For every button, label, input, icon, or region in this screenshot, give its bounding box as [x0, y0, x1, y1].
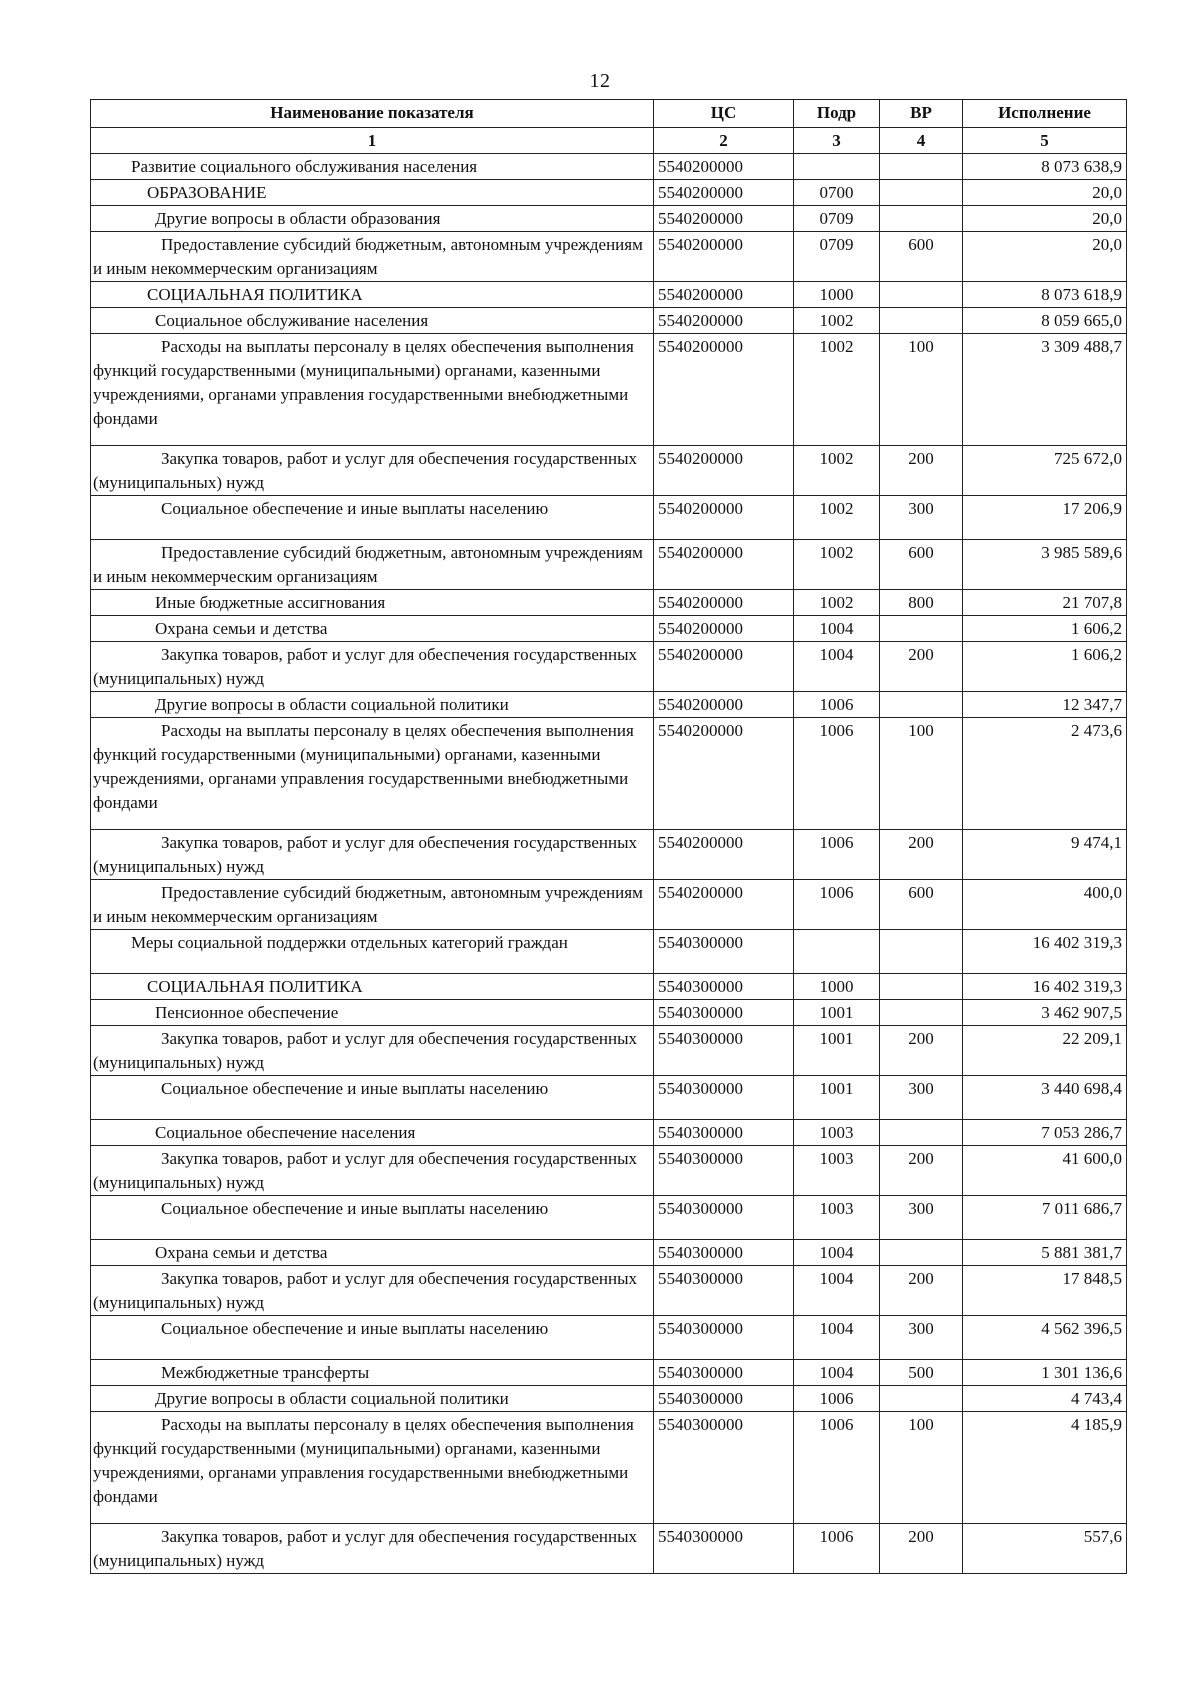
row-cs: 5540200000 [654, 308, 794, 334]
row-podr: 1002 [794, 590, 880, 616]
row-amount: 17 206,9 [963, 496, 1127, 540]
row-amount: 16 402 319,3 [963, 930, 1127, 974]
row-amount: 4 743,4 [963, 1386, 1127, 1412]
row-amount: 17 848,5 [963, 1266, 1127, 1316]
row-amount: 20,0 [963, 180, 1127, 206]
header-vr: ВР [880, 100, 963, 128]
row-amount: 20,0 [963, 206, 1127, 232]
row-name: Закупка товаров, работ и услуг для обеспечения государственных (муниципальных) нужд [91, 446, 654, 496]
row-cs: 5540200000 [654, 616, 794, 642]
table-row [91, 1386, 1127, 1412]
row-name: Расходы на выплаты персоналу в целях обеспечения выполнения функций государственными (муниципальными) органами, казенными учреждениями, органами управления государственными внебюджетными фондами [91, 1412, 654, 1524]
column-number: 4 [880, 128, 963, 154]
column-number: 2 [654, 128, 794, 154]
row-cs: 5540300000 [654, 1240, 794, 1266]
table-row [91, 446, 1127, 496]
row-vr: 200 [880, 642, 963, 692]
table-row [91, 1524, 1127, 1574]
row-podr: 1003 [794, 1196, 880, 1240]
row-amount: 1 606,2 [963, 616, 1127, 642]
row-amount: 8 059 665,0 [963, 308, 1127, 334]
budget-execution-table [90, 99, 1127, 1574]
row-cs: 5540300000 [654, 974, 794, 1000]
row-podr: 1001 [794, 1026, 880, 1076]
row-vr [880, 206, 963, 232]
row-vr [880, 308, 963, 334]
table-row [91, 1120, 1127, 1146]
page-number: 12 [589, 70, 611, 92]
row-cs: 5540200000 [654, 642, 794, 692]
table-row [91, 1196, 1127, 1240]
row-cs: 5540300000 [654, 1524, 794, 1574]
table-row [91, 540, 1127, 590]
row-name: Предоставление субсидий бюджетным, автономным учреждениям и иным некоммерческим организациям [91, 232, 654, 282]
row-podr: 0709 [794, 206, 880, 232]
row-cs: 5540300000 [654, 1360, 794, 1386]
table-row [91, 180, 1127, 206]
row-vr [880, 154, 963, 180]
table-row [91, 1076, 1127, 1120]
row-amount: 20,0 [963, 232, 1127, 282]
header-podr: Подр [794, 100, 880, 128]
row-podr: 1004 [794, 1240, 880, 1266]
row-vr [880, 1120, 963, 1146]
row-name: Закупка товаров, работ и услуг для обеспечения государственных (муниципальных) нужд [91, 642, 654, 692]
row-podr: 1000 [794, 974, 880, 1000]
row-name: Охрана семьи и детства [91, 616, 654, 642]
row-cs: 5540300000 [654, 1120, 794, 1146]
row-cs: 5540300000 [654, 1000, 794, 1026]
row-name: Закупка товаров, работ и услуг для обеспечения государственных (муниципальных) нужд [91, 1266, 654, 1316]
table-row [91, 616, 1127, 642]
row-cs: 5540300000 [654, 1146, 794, 1196]
row-amount: 2 473,6 [963, 718, 1127, 830]
row-amount: 16 402 319,3 [963, 974, 1127, 1000]
header-name: Наименование показателя [91, 100, 654, 128]
row-vr: 300 [880, 496, 963, 540]
row-podr: 1006 [794, 692, 880, 718]
row-name: Межбюджетные трансферты [91, 1360, 654, 1386]
row-podr: 1002 [794, 496, 880, 540]
row-cs: 5540200000 [654, 590, 794, 616]
table-row [91, 692, 1127, 718]
row-cs: 5540300000 [654, 1196, 794, 1240]
row-vr: 200 [880, 1524, 963, 1574]
row-name: Другие вопросы в области социальной политики [91, 1386, 654, 1412]
row-vr [880, 1240, 963, 1266]
table-row [91, 334, 1127, 446]
row-name: Пенсионное обеспечение [91, 1000, 654, 1026]
row-cs: 5540300000 [654, 1266, 794, 1316]
row-vr: 600 [880, 232, 963, 282]
column-number: 3 [794, 128, 880, 154]
row-vr: 600 [880, 540, 963, 590]
row-vr: 300 [880, 1316, 963, 1360]
row-cs: 5540200000 [654, 880, 794, 930]
row-amount: 557,6 [963, 1524, 1127, 1574]
row-name: ОБРАЗОВАНИЕ [91, 180, 654, 206]
table-row [91, 282, 1127, 308]
row-podr: 1004 [794, 1266, 880, 1316]
row-podr: 1006 [794, 880, 880, 930]
row-name: Предоставление субсидий бюджетным, автономным учреждениям и иным некоммерческим организациям [91, 540, 654, 590]
row-vr [880, 282, 963, 308]
row-cs: 5540200000 [654, 180, 794, 206]
row-podr: 1002 [794, 446, 880, 496]
column-number: 1 [91, 128, 654, 154]
row-name: Социальное обеспечение населения [91, 1120, 654, 1146]
row-vr: 100 [880, 718, 963, 830]
row-cs: 5540200000 [654, 154, 794, 180]
row-cs: 5540200000 [654, 718, 794, 830]
row-amount: 3 309 488,7 [963, 334, 1127, 446]
row-podr: 1006 [794, 1386, 880, 1412]
row-vr: 300 [880, 1196, 963, 1240]
row-vr: 200 [880, 1026, 963, 1076]
row-cs: 5540300000 [654, 1412, 794, 1524]
row-cs: 5540200000 [654, 206, 794, 232]
row-amount: 4 562 396,5 [963, 1316, 1127, 1360]
row-vr [880, 180, 963, 206]
row-podr: 1006 [794, 718, 880, 830]
row-cs: 5540300000 [654, 930, 794, 974]
table-row [91, 154, 1127, 180]
row-name: Другие вопросы в области социальной политики [91, 692, 654, 718]
row-vr: 500 [880, 1360, 963, 1386]
table-row [91, 1240, 1127, 1266]
table-row [91, 642, 1127, 692]
table-row [91, 880, 1127, 930]
row-name: Предоставление субсидий бюджетным, автономным учреждениям и иным некоммерческим организациям [91, 880, 654, 930]
row-podr: 0709 [794, 232, 880, 282]
row-podr: 1006 [794, 830, 880, 880]
row-cs: 5540200000 [654, 446, 794, 496]
column-number: 5 [963, 128, 1127, 154]
header-row [91, 100, 1127, 128]
row-vr: 200 [880, 446, 963, 496]
table-row [91, 1316, 1127, 1360]
row-amount: 400,0 [963, 880, 1127, 930]
row-podr: 1006 [794, 1412, 880, 1524]
row-podr: 1003 [794, 1146, 880, 1196]
row-amount: 8 073 638,9 [963, 154, 1127, 180]
table-row [91, 1000, 1127, 1026]
row-cs: 5540300000 [654, 1316, 794, 1360]
row-amount: 3 985 589,6 [963, 540, 1127, 590]
row-vr: 600 [880, 880, 963, 930]
row-vr [880, 692, 963, 718]
row-vr: 100 [880, 1412, 963, 1524]
row-name: Расходы на выплаты персоналу в целях обеспечения выполнения функций государственными (муниципальными) органами, казенными учреждениями, органами управления государственными внебюджетными фондами [91, 718, 654, 830]
row-podr: 1002 [794, 308, 880, 334]
row-podr: 1001 [794, 1076, 880, 1120]
row-podr: 0700 [794, 180, 880, 206]
row-podr: 1002 [794, 540, 880, 590]
row-name: Социальное обеспечение и иные выплаты населению [91, 496, 654, 540]
row-vr: 200 [880, 1266, 963, 1316]
row-amount: 21 707,8 [963, 590, 1127, 616]
row-name: Охрана семьи и детства [91, 1240, 654, 1266]
header-amount: Исполнение [963, 100, 1127, 128]
row-amount: 41 600,0 [963, 1146, 1127, 1196]
row-amount: 7 053 286,7 [963, 1120, 1127, 1146]
table-row [91, 496, 1127, 540]
row-name: Закупка товаров, работ и услуг для обеспечения государственных (муниципальных) нужд [91, 830, 654, 880]
row-vr: 800 [880, 590, 963, 616]
table-row [91, 1412, 1127, 1524]
table-row [91, 1026, 1127, 1076]
table-row [91, 232, 1127, 282]
row-name: СОЦИАЛЬНАЯ ПОЛИТИКА [91, 974, 654, 1000]
row-cs: 5540200000 [654, 496, 794, 540]
row-podr: 1000 [794, 282, 880, 308]
row-cs: 5540200000 [654, 830, 794, 880]
row-name: Развитие социального обслуживания населения [91, 154, 654, 180]
row-podr [794, 930, 880, 974]
column-number-row [91, 128, 1127, 154]
table-row [91, 974, 1127, 1000]
table-row [91, 1146, 1127, 1196]
row-name: Социальное обеспечение и иные выплаты населению [91, 1316, 654, 1360]
row-podr: 1004 [794, 1316, 880, 1360]
row-vr: 100 [880, 334, 963, 446]
row-name: Закупка товаров, работ и услуг для обеспечения государственных (муниципальных) нужд [91, 1524, 654, 1574]
table-row [91, 830, 1127, 880]
row-podr: 1001 [794, 1000, 880, 1026]
row-cs: 5540300000 [654, 1076, 794, 1120]
row-name: Иные бюджетные ассигнования [91, 590, 654, 616]
row-amount: 4 185,9 [963, 1412, 1127, 1524]
row-amount: 12 347,7 [963, 692, 1127, 718]
row-cs: 5540300000 [654, 1026, 794, 1076]
row-name: Социальное обеспечение и иные выплаты населению [91, 1076, 654, 1120]
table-row [91, 718, 1127, 830]
row-cs: 5540200000 [654, 692, 794, 718]
row-podr: 1004 [794, 1360, 880, 1386]
row-amount: 5 881 381,7 [963, 1240, 1127, 1266]
table-row [91, 308, 1127, 334]
header-cs: ЦС [654, 100, 794, 128]
row-amount: 725 672,0 [963, 446, 1127, 496]
row-cs: 5540200000 [654, 334, 794, 446]
table-row [91, 1360, 1127, 1386]
row-name: Другие вопросы в области образования [91, 206, 654, 232]
row-podr: 1004 [794, 616, 880, 642]
row-podr: 1003 [794, 1120, 880, 1146]
row-vr: 300 [880, 1076, 963, 1120]
row-amount: 8 073 618,9 [963, 282, 1127, 308]
table-row [91, 1266, 1127, 1316]
row-amount: 22 209,1 [963, 1026, 1127, 1076]
row-amount: 3 440 698,4 [963, 1076, 1127, 1120]
row-amount: 1 301 136,6 [963, 1360, 1127, 1386]
row-name: Закупка товаров, работ и услуг для обеспечения государственных (муниципальных) нужд [91, 1026, 654, 1076]
row-podr [794, 154, 880, 180]
row-name: Расходы на выплаты персоналу в целях обеспечения выполнения функций государственными (муниципальными) органами, казенными учреждениями, органами управления государственными внебюджетными фондами [91, 334, 654, 446]
row-amount: 1 606,2 [963, 642, 1127, 692]
row-cs: 5540200000 [654, 232, 794, 282]
row-name: Социальное обеспечение и иные выплаты населению [91, 1196, 654, 1240]
row-vr: 200 [880, 830, 963, 880]
row-vr [880, 616, 963, 642]
row-vr: 200 [880, 1146, 963, 1196]
table-row [91, 590, 1127, 616]
table-row [91, 206, 1127, 232]
row-amount: 3 462 907,5 [963, 1000, 1127, 1026]
row-amount: 9 474,1 [963, 830, 1127, 880]
row-name: Закупка товаров, работ и услуг для обеспечения государственных (муниципальных) нужд [91, 1146, 654, 1196]
row-podr: 1006 [794, 1524, 880, 1574]
row-cs: 5540200000 [654, 540, 794, 590]
row-name: Меры социальной поддержки отдельных категорий граждан [91, 930, 654, 974]
row-vr [880, 974, 963, 1000]
row-cs: 5540200000 [654, 282, 794, 308]
row-vr [880, 1000, 963, 1026]
row-vr [880, 1386, 963, 1412]
row-name: СОЦИАЛЬНАЯ ПОЛИТИКА [91, 282, 654, 308]
row-name: Социальное обслуживание населения [91, 308, 654, 334]
row-amount: 7 011 686,7 [963, 1196, 1127, 1240]
row-vr [880, 930, 963, 974]
row-podr: 1004 [794, 642, 880, 692]
row-cs: 5540300000 [654, 1386, 794, 1412]
table-row [91, 930, 1127, 974]
row-podr: 1002 [794, 334, 880, 446]
